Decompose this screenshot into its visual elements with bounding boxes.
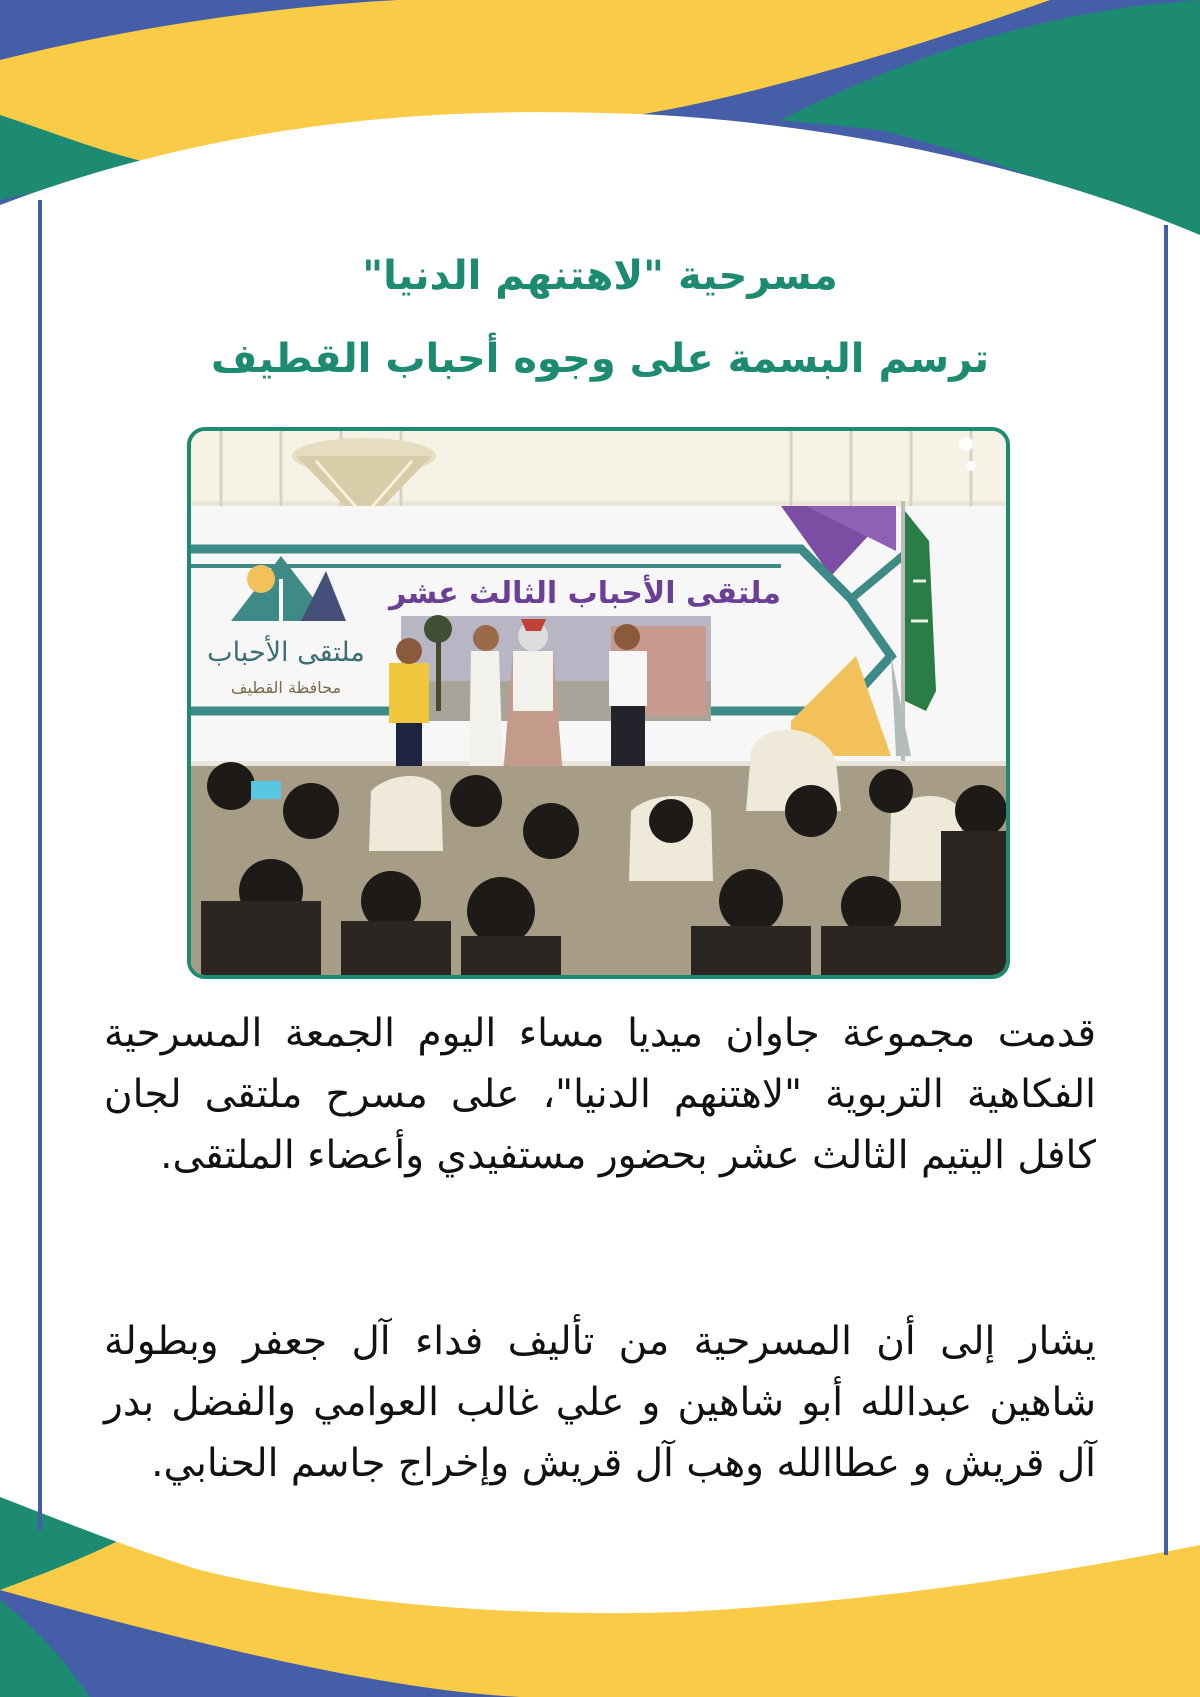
logo-subtitle: محافظة القطيف: [230, 678, 342, 697]
paragraph-2: يشار إلى أن المسرحية من تأليف فداء آل جعفر وبطولة شاهين عبدالله أبو شاهين و علي غالب العوامي والفضل بدر آل قريش و عطاالله وهب آل قريش وإخراج جاسم الحنابي.: [104, 1319, 1096, 1486]
banner-title: ملتقى الأحباب الثالث عشر: [388, 576, 781, 611]
paragraph-1: قدمت مجموعة جاوان ميديا مساء اليوم الجمعة المسرحية الفكاهية التربوية "لاهتنهم الدنيا"، على مسرح ملتقى لجان كافل اليتيم الثالث عشر بحضور مستفيدي وأعضاء الملتقى.: [104, 1011, 1096, 1178]
logo-name: ملتقى الأحباب: [207, 637, 365, 668]
event-photo: [187, 427, 1010, 979]
headline-line-1: مسرحية "لاهتنهم الدنيا": [362, 253, 838, 299]
headline-line-2: ترسم البسمة على وجوه أحباب القطيف: [210, 336, 990, 382]
